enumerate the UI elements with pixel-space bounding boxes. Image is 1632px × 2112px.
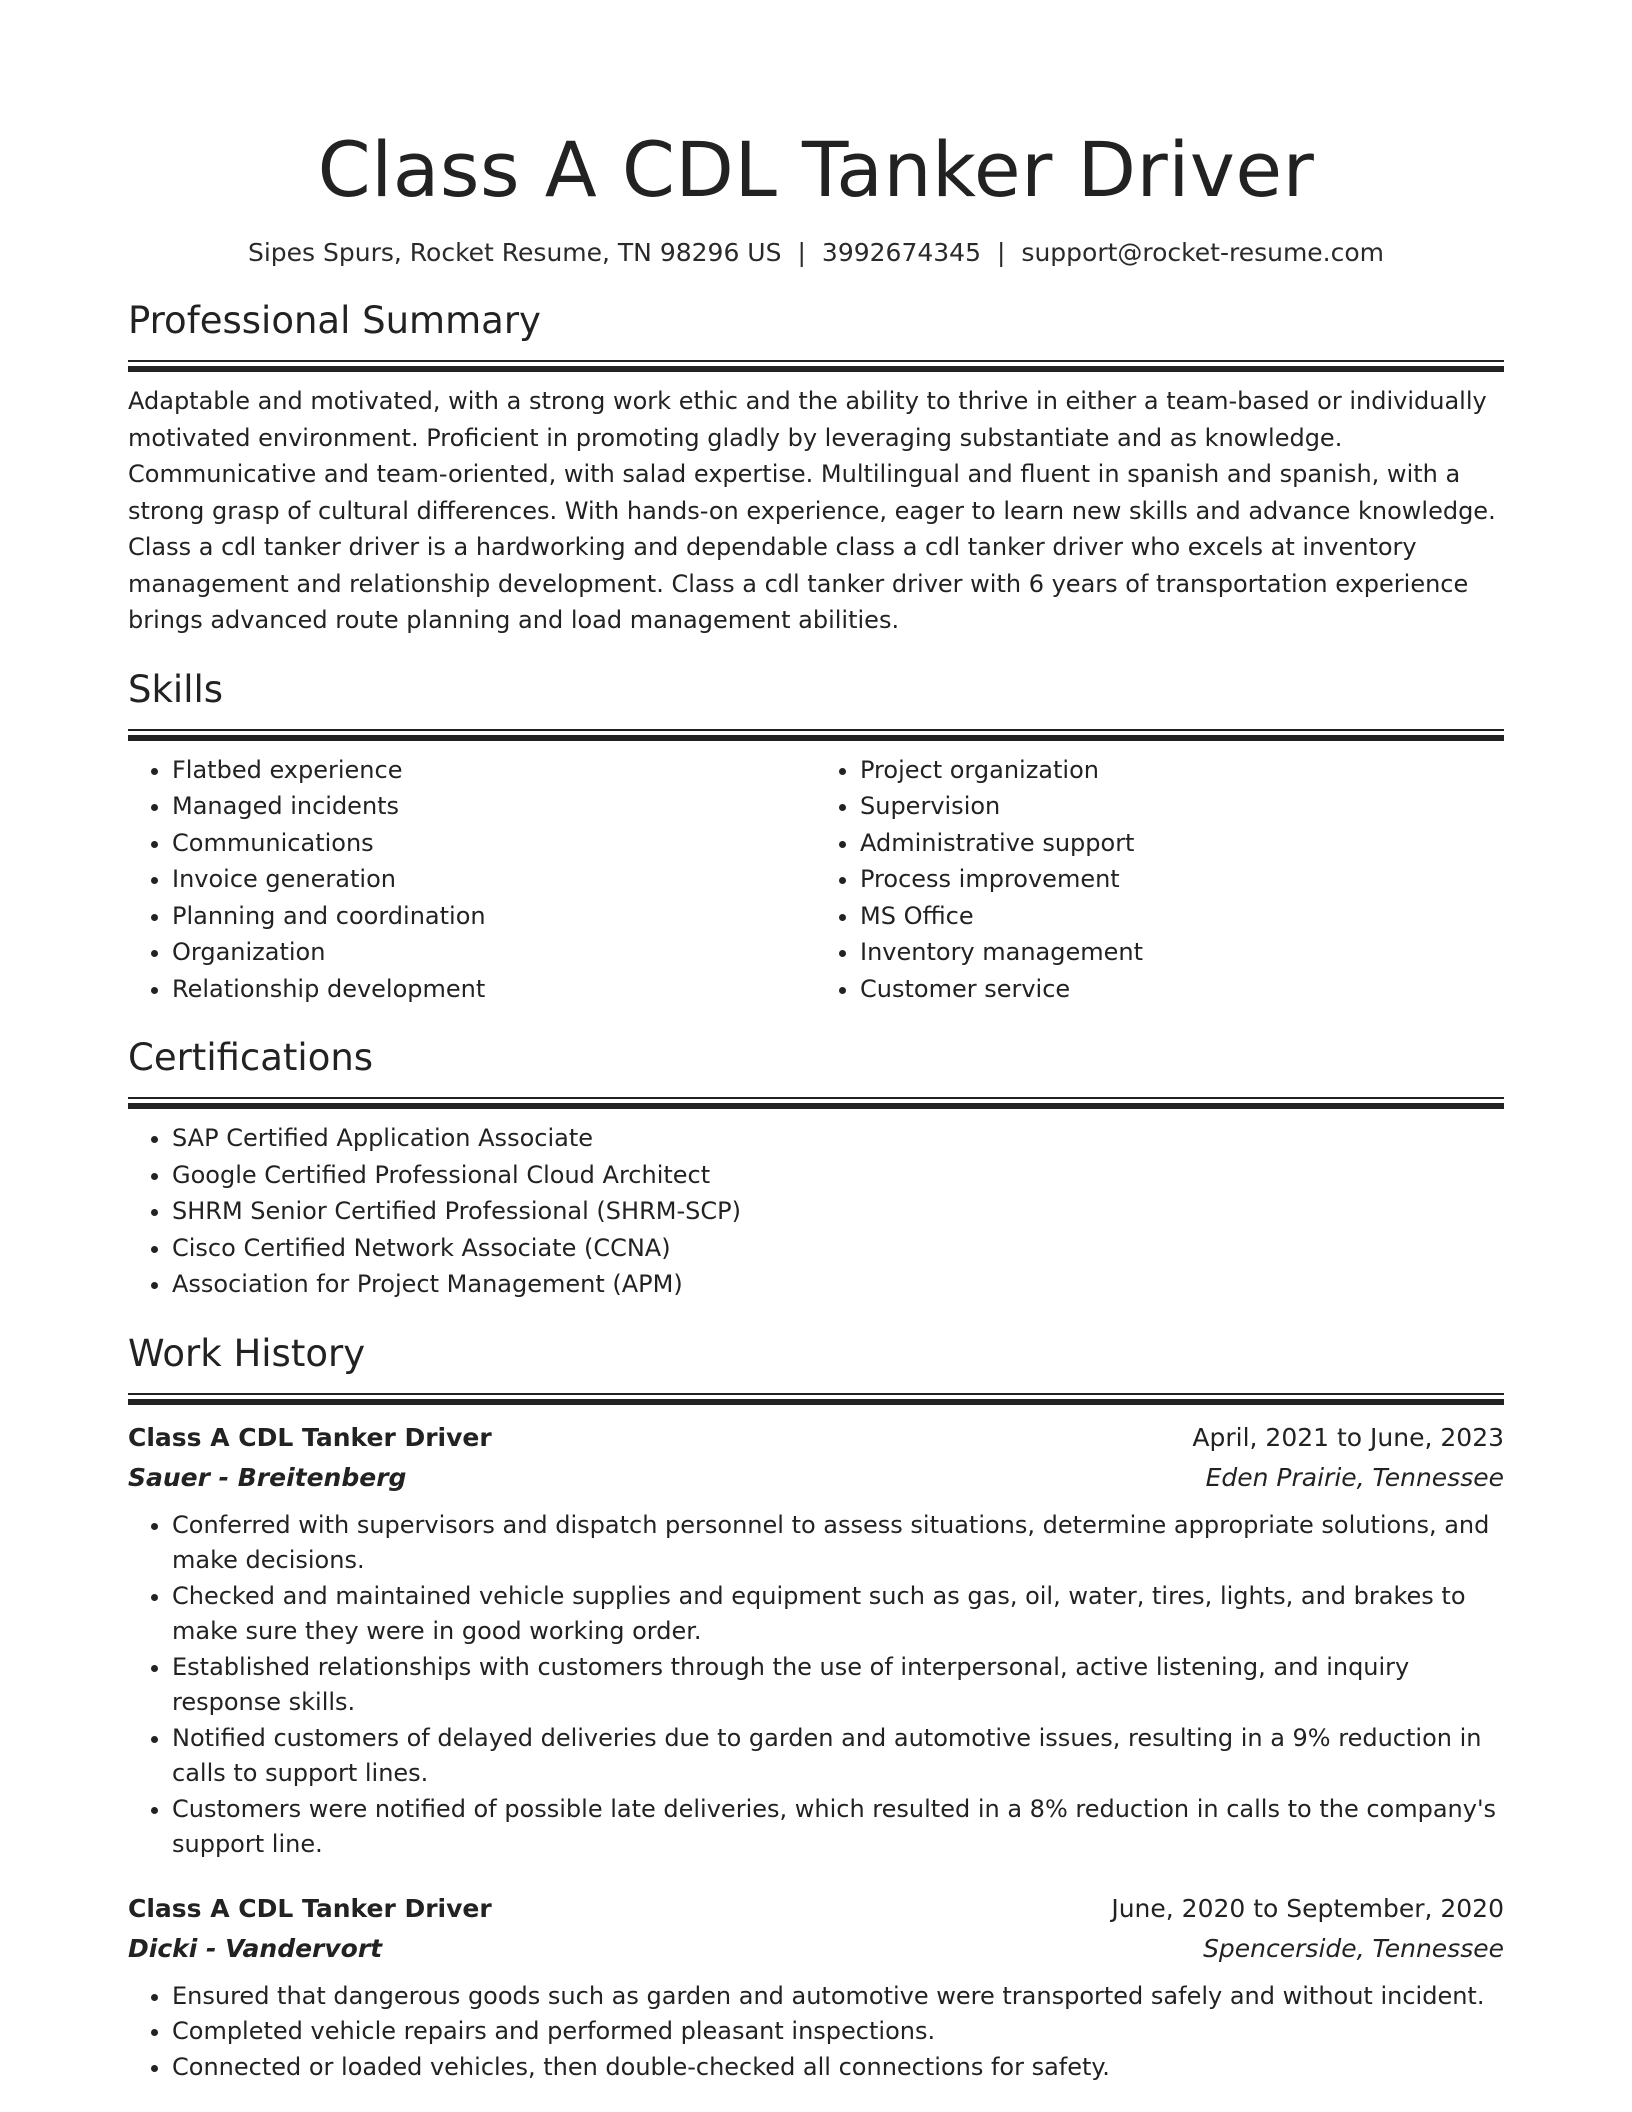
skill-item: • Managed incidents [172,788,816,825]
section-divider [128,360,1504,371]
job-location: Spencerside, Tennessee [1203,1933,1504,1963]
email: support@rocket-resume.com [1021,238,1385,267]
job-company: Sauer - Breitenberg [128,1462,407,1492]
section-divider [128,1097,1504,1108]
skills-columns [128,752,1504,1008]
skills-section [128,667,1504,1008]
job-dates: June, 2020 to September, 2020 [1111,1893,1504,1923]
job-entry [128,1418,1504,1863]
section-divider [128,729,1504,740]
certification-item: • SHRM Senior Certified Professional (SHRM-SCP) [172,1193,1504,1230]
contact-separator: | [797,238,806,267]
job-bullets [128,1979,1504,2086]
job-dates: April, 2021 to June, 2023 [1192,1422,1504,1452]
certification-item: • Google Certified Professional Cloud Architect [172,1157,1504,1194]
section-title-certifications: Certifications [128,1036,374,1079]
skill-item: • Process improvement [860,861,1504,898]
skill-item: • Supervision [860,788,1504,825]
skill-item: • Communications [172,825,816,862]
phone: 3992674345 [821,238,981,267]
job-company-row [128,1458,1504,1498]
job-bullet: • Notified customers of delayed deliveries due to garden and automotive issues, resulting in a 9% reduction in calls to support lines. [172,1721,1504,1792]
summary-section [128,298,1504,639]
job-bullet: • Conferred with supervisors and dispatch personnel to assess situations, determine appropriate solutions, and make decisions. [172,1508,1504,1579]
job-entry [128,1889,1504,2086]
section-title-skills: Skills [128,667,224,711]
job-header-row [128,1889,1504,1929]
job-bullets [128,1508,1504,1863]
job-bullet: • Connected or loaded vehicles, then double-checked all connections for safety. [172,2050,1504,2086]
skills-list-left [128,752,816,1008]
skill-item: • Planning and coordination [172,898,816,935]
skill-item: • Project organization [860,752,1504,789]
job-bullet: • Checked and maintained vehicle supplies and equipment such as gas, oil, water, tires, lights, and brakes to make sure they were in good working order. [172,1579,1504,1650]
job-title: Class A CDL Tanker Driver [128,1422,492,1452]
section-title-work-history: Work History [128,1331,366,1375]
skill-item: • Relationship development [172,971,816,1008]
address: Sipes Spurs, Rocket Resume, TN 98296 US [247,238,782,267]
job-bullet: • Established relationships with customers through the use of interpersonal, active listening, and inquiry response skills. [172,1650,1504,1721]
skills-list-right [816,752,1504,1008]
work-history-section [128,1331,1504,2086]
job-company: Dicki - Vandervort [128,1933,383,1963]
job-company-row [128,1929,1504,1969]
section-divider [128,1393,1504,1404]
skill-item: • Customer service [860,971,1504,1008]
candidate-name: Class A CDL Tanker Driver [317,125,1315,214]
section-title-summary: Professional Summary [128,299,541,342]
job-bullet: • Ensured that dangerous goods such as garden and automotive were transported safely and without incident. [172,1979,1504,2015]
skill-item: • Invoice generation [172,861,816,898]
certifications-section [128,1035,1504,1303]
skill-item: • Administrative support [860,825,1504,862]
job-location: Eden Prairie, Tennessee [1205,1462,1504,1492]
contact-separator: | [996,238,1006,267]
certification-item: • Association for Project Management (APM) [172,1266,1504,1303]
job-title: Class A CDL Tanker Driver [128,1893,492,1923]
job-bullet: • Completed vehicle repairs and performed pleasant inspections. [172,2014,1504,2050]
skill-item: • Organization [172,934,816,971]
certification-item: • SAP Certified Application Associate [172,1120,1504,1157]
job-header-row [128,1418,1504,1458]
certification-item: • Cisco Certified Network Associate (CCNA) [172,1230,1504,1267]
summary-text: Adaptable and motivated, with a strong work ethic and the ability to thrive in either a team-based or individually motivated environment. Proficient in promoting gladly by leveraging substantiate and as knowledge. Communicative and team-oriented, with salad expertise. Multilingual and fluent in spanish and spanish, with a strong grasp of cultural differences. With hands-on experience, eager to learn new skills and advance knowledge. Class a cdl tanker driver is a hardworking and dependable class a cdl tanker driver who excels at inventory management and relationship development. Class a cdl tanker driver with 6 years of transportation experience brings advanced route planning and load management abilities. [128,387,1496,634]
skill-item: • MS Office [860,898,1504,935]
contact-line [128,236,1504,270]
job-bullet: • Customers were notified of possible late deliveries, which resulted in a 8% reduction in calls to the company's support line. [172,1792,1504,1863]
skill-item: • Flatbed experience [172,752,816,789]
skill-item: • Inventory management [860,934,1504,971]
certifications-list [128,1120,1504,1303]
